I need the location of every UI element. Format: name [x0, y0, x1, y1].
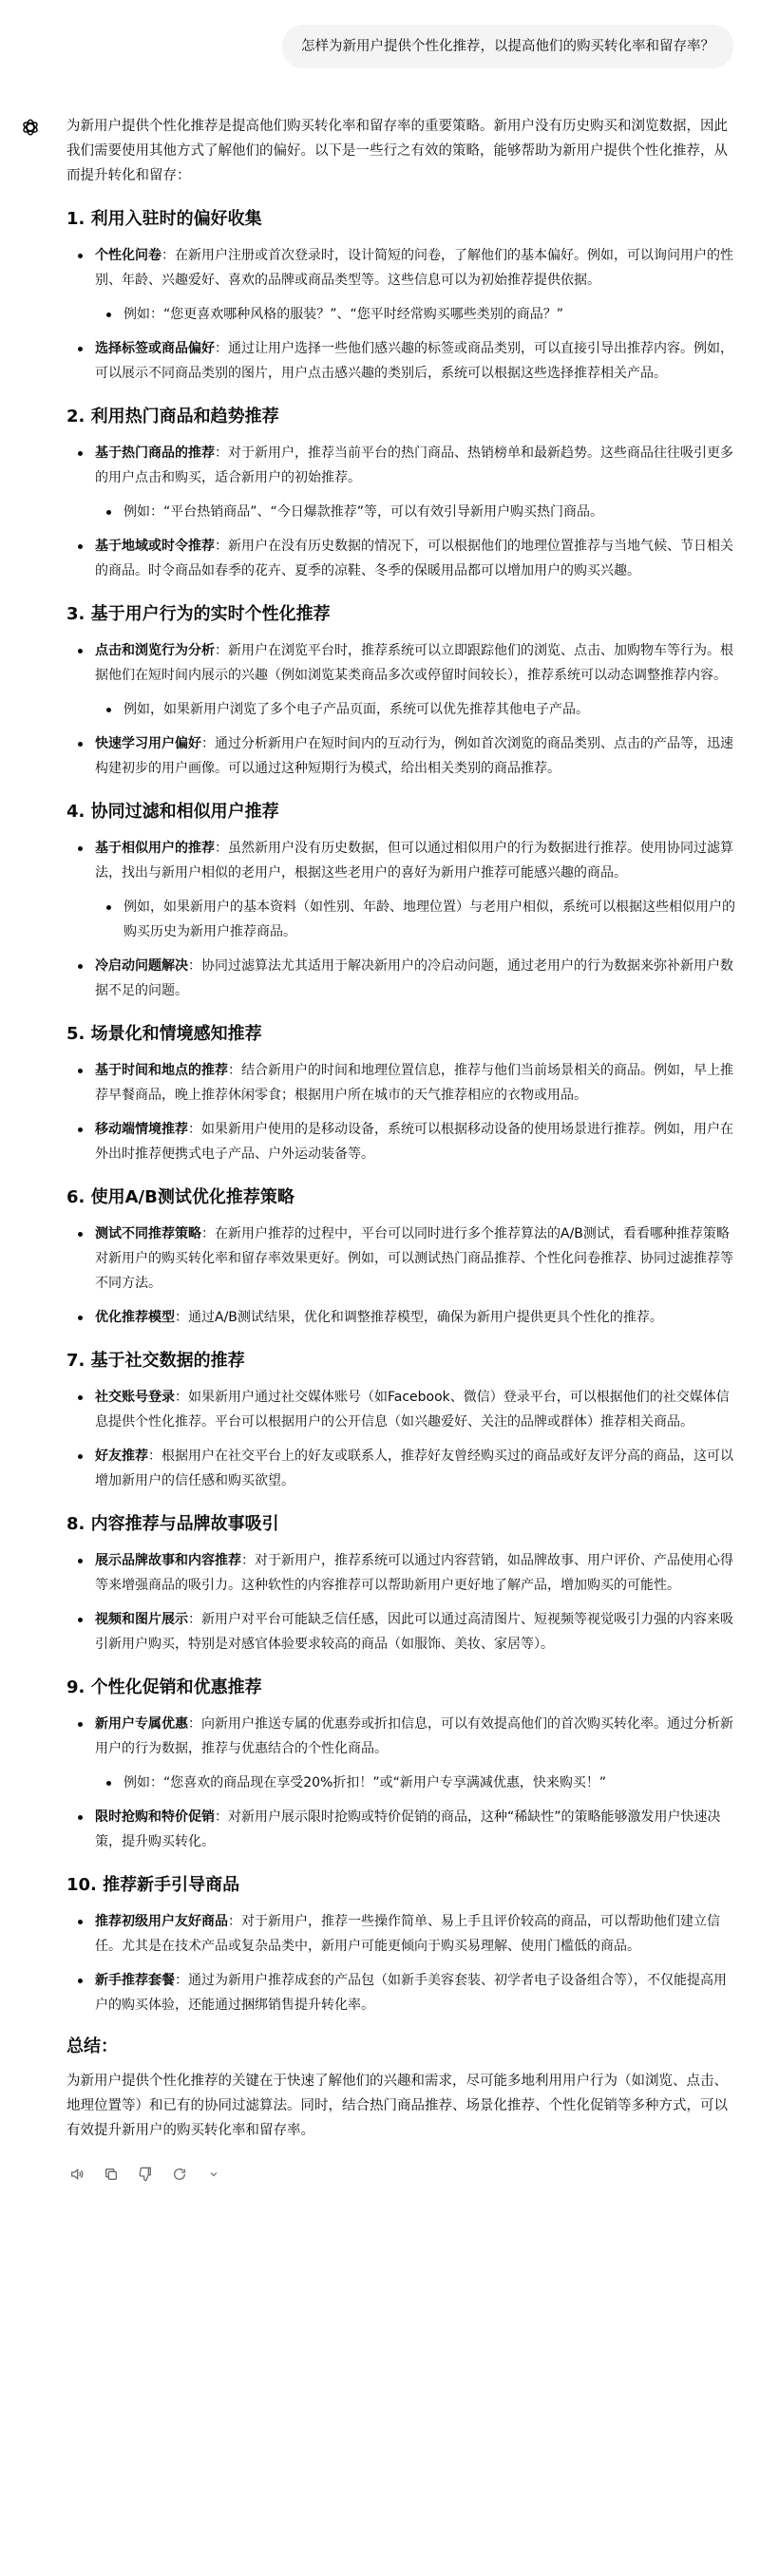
assistant-logo-icon — [17, 114, 44, 141]
list-item-label: 基于地域或时令推荐 — [95, 539, 215, 554]
list-item-label: 移动端情境推荐 — [95, 1122, 188, 1137]
list-item-text: ：对于新用户，推荐一些操作简单、易上手且评价较高的商品，可以帮助他们建立信任。尤其是在技术产品或复杂品类中，新用户可能更倾向于购买易理解、使用门槛低的商品。 — [95, 1914, 720, 1954]
list-item — [66, 1607, 737, 1657]
list-item-text: 例如，如果新用户的基本资料（如性别、年龄、地理位置）与老用户相似，系统可以根据这些相似用户的购买历史为新用户推荐商品。 — [124, 900, 735, 939]
summary-heading: 总结： — [66, 2036, 118, 2056]
list-item — [66, 243, 737, 293]
sub-list-item — [66, 302, 737, 327]
list-item-text: ：通过分析新用户在短时间内的互动行为，例如首次浏览的商品类别、点击的产品等，迅速构建初步的用户画像。可以通过这种短期行为模式，给出相关类别的商品推荐。 — [95, 736, 733, 776]
list-item-text: ：对新用户展示限时抢购或特价促销的商品，这种“稀缺性”的策略能够激发用户快速决策，提升购买转化。 — [95, 1809, 721, 1849]
thumbs-down-icon[interactable] — [135, 2164, 156, 2185]
list-item — [66, 534, 737, 583]
list-item — [66, 336, 737, 386]
list-item-label: 冷启动问题解决 — [95, 958, 188, 974]
list-item — [66, 1117, 737, 1166]
list-item-text: 例如：“您喜欢的商品现在享受20%折扣！”或“新用户专享满减优惠，快来购买！” — [124, 1775, 607, 1790]
list-item-label: 展示品牌故事和内容推荐 — [95, 1553, 241, 1568]
list-item — [66, 441, 737, 490]
section-list — [66, 638, 737, 781]
list-item-text: ：新用户对平台可能缺乏信任感，因此可以通过高清图片、短视频等视觉吸引力强的内容来吸引新用户购买，特别是对感官体验要求较高的商品（如服饰、美妆、家居等）。 — [95, 1612, 733, 1652]
list-item — [66, 1548, 737, 1598]
sub-list-item — [66, 500, 737, 524]
list-item-text: 例如：“平台热销商品”、“今日爆款推荐”等，可以有效引导新用户购买热门商品。 — [124, 504, 604, 520]
list-item — [66, 1805, 737, 1854]
list-item — [66, 731, 737, 781]
section-list — [66, 1385, 737, 1493]
section-list — [66, 243, 737, 386]
section-list — [66, 1712, 737, 1854]
list-item-label: 基于热门商品的推荐 — [95, 445, 215, 461]
list-item-text: ：对于新用户，推荐系统可以通过内容营销，如品牌故事、用户评价、产品使用心得等来增强商品的吸引力。这种软性的内容推荐可以帮助新用户更好地了解产品，增加购买的可能性。 — [95, 1553, 733, 1593]
list-item-text: ：虽然新用户没有历史数据，但可以通过相似用户的行为数据进行推荐。使用协同过滤算法，找出与新用户相似的老用户，根据这些老用户的喜好为新用户推荐可能感兴趣的商品。 — [95, 841, 733, 881]
list-item-label: 点击和浏览行为分析 — [95, 643, 215, 658]
list-item — [66, 1712, 737, 1761]
list-item-label: 视频和图片展示 — [95, 1612, 188, 1627]
list-item-text: ：向新用户推送专属的优惠券或折扣信息，可以有效提高他们的首次购买转化率。通过分析新用户的行为数据，推荐与优惠结合的个性化商品。 — [95, 1716, 733, 1756]
list-item-text: ：在新用户注册或首次登录时，设计简短的问卷，了解他们的基本偏好。例如，可以询问用户的性别、年龄、兴趣爱好、喜欢的品牌或商品类型等。这些信息可以为初始推荐提供依据。 — [95, 248, 733, 288]
sub-list-item — [66, 895, 737, 944]
list-item-label: 基于时间和地点的推荐 — [95, 1063, 228, 1078]
list-item — [66, 1909, 737, 1959]
list-item-text: ：在新用户推荐的过程中，平台可以同时进行多个推荐算法的A/B测试，看看哪种推荐策略对新用户的购买转化率和留存率效果更好。例如，可以测试热门商品推荐、个性化问卷推荐、协同过滤推荐等不同方法。 — [95, 1226, 733, 1291]
list-item — [66, 954, 737, 1003]
section-list — [66, 1222, 737, 1330]
list-item-label: 限时抢购和特价促销 — [95, 1809, 215, 1825]
list-item — [66, 1058, 737, 1108]
section-list — [66, 1909, 737, 2017]
list-item-label: 个性化问卷 — [95, 248, 162, 263]
list-item — [66, 1222, 737, 1296]
list-item-label: 测试不同推荐策略 — [95, 1226, 201, 1241]
section-list — [66, 441, 737, 583]
list-item-text: ：协同过滤算法尤其适用于解决新用户的冷启动问题，通过老用户的行为数据来弥补新用户数据不足的问题。 — [95, 958, 733, 998]
section-heading: 1. 利用入驻时的偏好收集 — [66, 209, 262, 229]
message-actions — [66, 2164, 737, 2185]
list-item — [66, 1385, 737, 1434]
answer-sections — [66, 207, 737, 2017]
list-item-text: ：如果新用户使用的是移动设备，系统可以根据移动设备的使用场景进行推荐。例如，用户在外出时推荐便携式电子产品、户外运动装备等。 — [95, 1122, 733, 1162]
list-item-label: 基于相似用户的推荐 — [95, 841, 215, 856]
list-item — [66, 1968, 737, 2017]
list-item-label: 社交账号登录 — [95, 1390, 175, 1405]
section-heading: 9. 个性化促销和优惠推荐 — [66, 1677, 262, 1697]
speaker-icon[interactable] — [66, 2164, 87, 2185]
list-item-text: ：如果新用户通过社交媒体账号（如Facebook、微信）登录平台，可以根据他们的社交媒体信息提供个性化推荐。平台可以根据用户的公开信息（如兴趣爱好、关注的品牌或群体）推荐相关商品。 — [95, 1390, 730, 1430]
section-heading: 6. 使用A/B测试优化推荐策略 — [66, 1187, 294, 1207]
list-item-text: ：新用户在浏览平台时，推荐系统可以立即跟踪他们的浏览、点击、加购物车等行为。根据他们在短时间内展示的兴趣（例如浏览某类商品多次或停留时间较长），推荐系统可以动态调整推荐内容。 — [95, 643, 733, 683]
list-item-text: 例如：“您更喜欢哪种风格的服装？”、“您平时经常购买哪些类别的商品？” — [124, 307, 564, 322]
user-message-row — [0, 0, 760, 68]
list-item-text: ：根据用户在社交平台上的好友或联系人，推荐好友曾经购买过的商品或好友评分高的商品，这可以增加新用户的信任感和购买欲望。 — [95, 1449, 733, 1488]
list-item-text: ：结合新用户的时间和地理位置信息，推荐与他们当前场景相关的商品。例如，早上推荐早餐商品，晚上推荐休闲零食；根据用户所在城市的天气推荐相应的衣物或用品。 — [95, 1063, 733, 1103]
list-item-label: 推荐初级用户友好商品 — [95, 1914, 228, 1929]
list-item-label: 快速学习用户偏好 — [95, 736, 201, 751]
section-heading: 2. 利用热门商品和趋势推荐 — [66, 407, 279, 426]
list-item — [66, 638, 737, 688]
intro-paragraph: 为新用户提供个性化推荐是提高他们购买转化率和留存率的重要策略。新用户没有历史购买和浏览数据，因此我们需要使用其他方式了解他们的偏好。以下是一些行之有效的策略，能够帮助为新用户提供个性化推荐，从而提升转化和留存： — [66, 119, 728, 183]
section-heading: 4. 协同过滤和相似用户推荐 — [66, 802, 279, 822]
section-heading: 5. 场景化和情境感知推荐 — [66, 1024, 262, 1044]
assistant-message-content — [66, 114, 737, 2185]
list-item-text: 例如，如果新用户浏览了多个电子产品页面，系统可以优先推荐其他电子产品。 — [124, 702, 589, 717]
section-heading: 3. 基于用户行为的实时个性化推荐 — [66, 604, 331, 624]
section-heading: 7. 基于社交数据的推荐 — [66, 1351, 245, 1371]
list-item-text: ：通过A/B测试结果，优化和调整推荐模型，确保为新用户提供更具个性化的推荐。 — [175, 1310, 663, 1325]
sub-list-item — [66, 697, 737, 722]
section-list — [66, 1058, 737, 1166]
list-item-text: ：新用户在没有历史数据的情况下，可以根据他们的地理位置推荐与当地气候、节日相关的商品。时令商品如春季的花卉、夏季的凉鞋、冬季的保暖用品都可以增加用户的购买兴趣。 — [95, 539, 733, 578]
chevron-down-icon[interactable] — [203, 2164, 224, 2185]
sub-list-item — [66, 1771, 737, 1795]
list-item-text: ：通过为新用户推荐成套的产品包（如新手美容套装、初学者电子设备组合等），不仅能提高用户的购买体验，还能通过捆绑销售提升转化率。 — [95, 1973, 727, 2013]
list-item-label: 好友推荐 — [95, 1449, 148, 1464]
assistant-message — [0, 68, 760, 2185]
section-list — [66, 836, 737, 1003]
section-heading: 8. 内容推荐与品牌故事吸引 — [66, 1514, 279, 1534]
regenerate-icon[interactable] — [169, 2164, 190, 2185]
list-item-label: 新手推荐套餐 — [95, 1973, 175, 1988]
section-list — [66, 1548, 737, 1657]
list-item-label: 新用户专属优惠 — [95, 1716, 188, 1732]
list-item-text: ：通过让用户选择一些他们感兴趣的标签或商品类别，可以直接引导出推荐内容。例如，可以展示不同商品类别的图片，用户点击感兴趣的类别后，系统可以根据这些选择推荐相关产品。 — [95, 341, 733, 381]
list-item — [66, 836, 737, 885]
list-item-label: 选择标签或商品偏好 — [95, 341, 215, 356]
list-item — [66, 1444, 737, 1493]
copy-icon[interactable] — [101, 2164, 122, 2185]
list-item — [66, 1305, 737, 1330]
list-item-label: 优化推荐模型 — [95, 1310, 175, 1325]
section-heading: 10. 推荐新手引导商品 — [66, 1875, 240, 1895]
summary-paragraph: 为新用户提供个性化推荐的关键在于快速了解他们的兴趣和需求，尽可能多地利用用户行为（如浏览、点击、地理位置等）和已有的协同过滤算法。同时，结合热门商品推荐、场景化推荐、个性化促销等多种方式，可以有效提升新用户的购买转化率和留存率。 — [66, 2074, 728, 2138]
list-item-text: ：对于新用户，推荐当前平台的热门商品、热销榜单和最新趋势。这些商品往往吸引更多的用户点击和购买，适合新用户的初始推荐。 — [95, 445, 733, 485]
user-message-bubble: 怎样为新用户提供个性化推荐，以提高他们的购买转化率和留存率？ — [282, 25, 733, 68]
